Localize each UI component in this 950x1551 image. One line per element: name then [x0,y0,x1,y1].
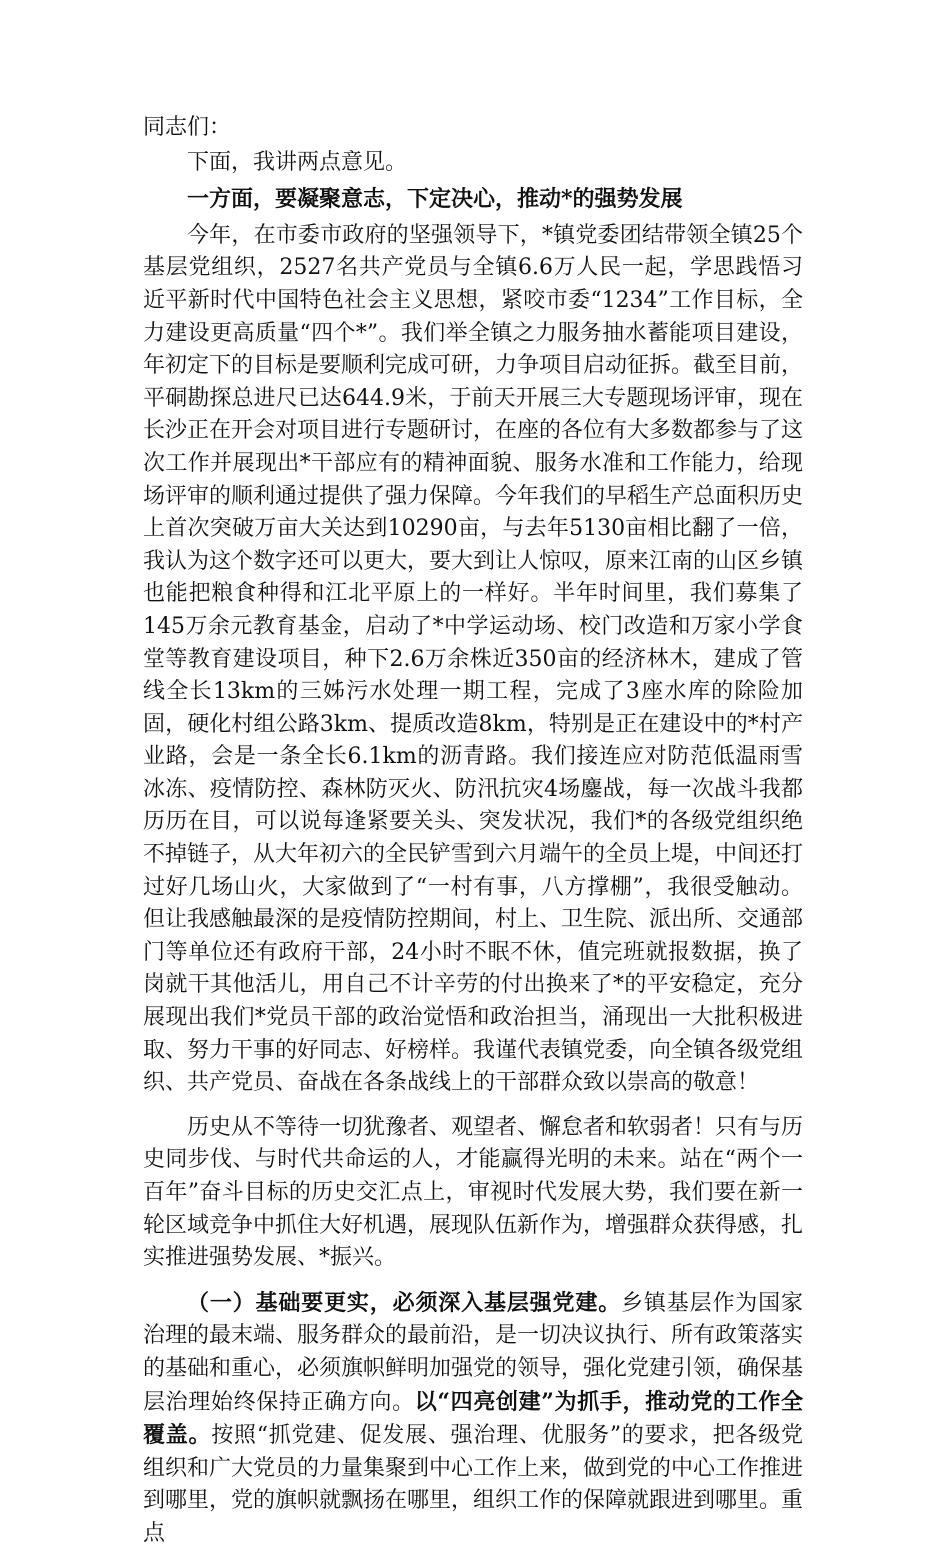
subsection-heading: （一）基础要更实，必须深入基层强党建。 [187,1289,622,1316]
paragraph-3-text-a: 乡镇基层作为国家治理的最末端、服务群众的最前沿，是一切决议执行、所有政策落实的基础和重心，必须旗帜鲜明加强党的领导，强化党建引领，确保基层治理始终保持正确方向。 [143,1290,804,1415]
body-paragraph-3 [143,1287,803,1551]
body-paragraph-2: 历史从不等待一切犹豫者、观望者、懈怠者和软弱者！只有与历史同步伐、与时代共命运的人，才能赢得光明的未来。站在“两个一百年”奋斗目标的历史交汇点上，审视时代发展大势，我们要在新一轮区域竞争中抓住大好机遇，展现队伍新作为，增强群众获得感，扎实推进强势发展、*振兴。 [143,1114,804,1271]
paragraph-3-text-b: 按照“抓党建、促发展、强治理、优服务”的要求，把各级党组织和广大党员的力量集聚到中心工作上来，做到党的中心工作推进到哪里，党的旗帜就飘扬在哪里，组织工作的保障就跟进到哪里。重点 [143,1423,804,1546]
body-paragraph-1: 今年，在市委市政府的坚强领导下，*镇党委团结带领全镇25个基层党组织，2527名共产党员与全镇6.6万人民一起，学思践悟习近平新时代中国特色社会主义思想，紧咬市委“1234”工作目标，全力建设更高质量“四个*”。我们举全镇之力服务抽水蓄能项目建设，年初定下的目标是要顺利完成可研，力争项目启动征拆。截至目前，平硐勘探总进尺已达644.9米，于前天开展三大专题现场评审，现在长沙正在开会对项目进行专题研讨，在座的各位有大多数都参与了这次工作并展现出*干部应有的精神面貌、服务水准和工作能力，给现场评审的顺利通过提供了强力保障。今年我们的早稻生产总面积历史上首次突破万亩大关达到10290亩，与去年5130亩相比翻了一倍，我认为这个数字还可以更大，要大到让人惊叹，原来江南的山区乡镇也能把粮食种得和江北平原上的一样好。半年时间里，我们募集了145万余元教育基金，启动了*中学运动场、校门改造和万家小学食堂等教育建设项目，种下2.6万余株近350亩的经济林木，建成了管线全长13km的三姊污水处理一期工程，完成了3座水库的除险加固，硬化村组公路3km、提质改造8km，特别是正在建设中的*村产业路，会是一条全长6.1km的沥青路。我们接连应对防范低温雨雪冰冻、疫情防控、森林防灭火、防汛抗灾4场鏖战，每一次战斗我都历历在目，可以说每逢紧要关头、突发状况，我们*的各级党组织绝不掉链子，从大年初六的全民铲雪到六月端午的全员上堤，中间还打过好几场山火，大家做到了“一村有事，八方撑棚”，我很受触动。但让我感触最深的是疫情防控期间，村上、卫生院、派出所、交通部门等单位还有政府干部，24小时不眠不休，值完班就报数据，换了岗就干其他活儿，用自己不计辛劳的付出换来了*的平安稳定，充分展现出我们*党员干部的政治觉悟和政治担当，涌现出一大批积极进取、努力干事的好同志、好榜样。我谨代表镇党委，向全镇各级党组织、共产党员、奋战在各条战线上的干部群众致以崇高的敬意！ [143,222,804,1096]
emphasis-statement: 以“四亮创建”为抓手，推动党的工作全覆盖。 [143,1388,803,1449]
document-body [143,112,803,1551]
intro-paragraph: 下面，我讲两点意见。 [187,149,408,175]
salutation: 同志们： [143,115,232,140]
section-heading: 一方面，要凝聚意志，下定决心，推动*的强势发展 [187,186,683,213]
